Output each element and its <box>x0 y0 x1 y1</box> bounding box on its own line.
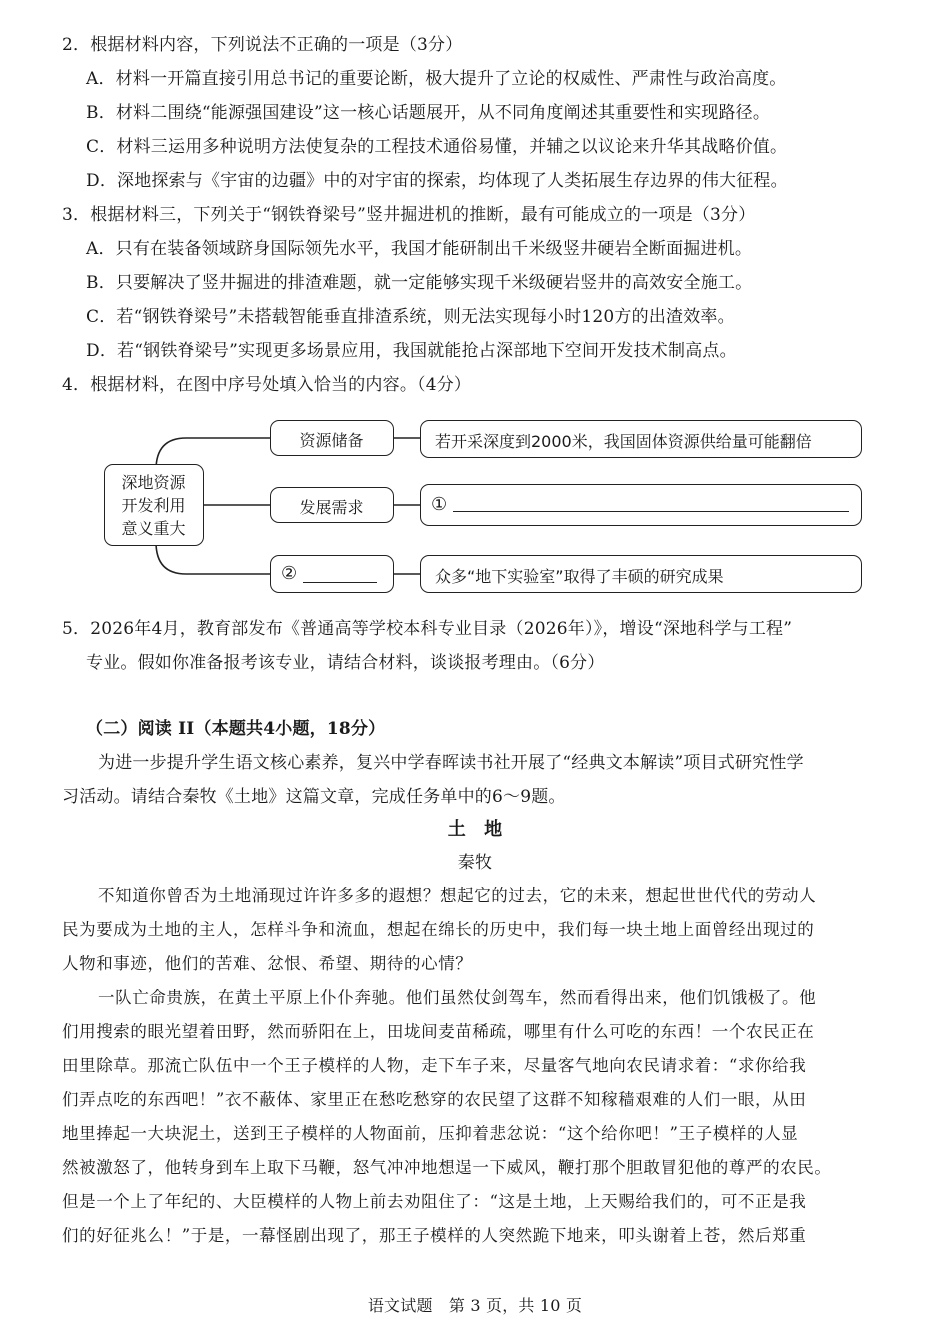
section-intro-1: 为进一步提升学生语文核心素养，复兴中学春晖读书社开展了“经典文本解读”项目式研究性学 <box>98 753 804 773</box>
center-line-3: 意义重大 <box>121 519 186 538</box>
article-line: 民为要成为土地的主人，怎样斗争和流血，想起在绵长的历史中，我们每一块土地上面曾经出现过的 <box>62 920 815 939</box>
blank-2-line[interactable] <box>303 582 377 583</box>
row3-content-box <box>420 555 862 593</box>
q4-stem: 4．根据材料，在图中序号处填入恰当的内容。（4分） <box>62 375 472 395</box>
page-footer: 语文试题 第 3 页，共 10 页 <box>367 1296 583 1315</box>
row3-content: 众多“地下实验室”取得了丰硕的研究成果 <box>435 567 724 586</box>
connector-bottom <box>156 542 270 574</box>
article-title: 土 地 <box>447 819 503 840</box>
center-line-2: 开发利用 <box>121 496 186 515</box>
article-line: 们的好征兆么！”于是，一幕怪剧出现了，那王子模样的人突然跪下地来，叩头谢着上苍，然后郑重 <box>62 1226 807 1245</box>
q2-stem: 2．根据材料内容，下列说法不正确的一项是（3分） <box>62 35 463 55</box>
article-line: 们弄点吃的东西吧！”衣不蔽体、家里正在愁吃愁穿的农民望了这群不知稼穑艰难的人们一眼，从田 <box>62 1090 807 1109</box>
center-line-1: 深地资源 <box>121 473 186 492</box>
article-line: 地里捧起一大块泥土，送到王子模样的人物面前，压抑着悲忿说：“这个给你吧！”王子模样的人显 <box>62 1124 799 1143</box>
row2-label: 发展需求 <box>299 498 364 517</box>
q3-option-b: B．只要解决了竖井掘进的排渣难题，就一定能够实现千米级硬岩竖井的高效安全施工。 <box>86 273 753 293</box>
q3-option-d: D．若“钢铁脊梁号”实现更多场景应用，我国就能抢占深部地下空间开发技术制高点。 <box>86 341 737 361</box>
row2-content-box[interactable] <box>420 484 862 526</box>
q3-stem: 3．根据材料三，下列关于“钢铁脊梁号”竖井掘进机的推断，最有可能成立的一项是（3分） <box>62 205 756 225</box>
section-heading: （二）阅读 II（本题共4小题，18分） <box>86 719 386 739</box>
q2-option-b: B．材料二围绕“能源强国建设”这一核心话题展开，从不同角度阐述其重要性和实现路径。 <box>86 103 771 123</box>
row2-label-box <box>270 487 394 523</box>
row1-label-box <box>270 420 394 456</box>
article-line: 们用搜索的眼光望着田野，然而骄阳在上，田垅间麦苗稀疏，哪里有什么可吃的东西！一个农民正在 <box>62 1022 815 1041</box>
q5-line-1: 5．2026年4月，教育部发布《普通高等学校本科专业目录（2026年）》，增设“深地科学与工程” <box>62 619 793 639</box>
q4-diagram <box>100 412 870 602</box>
q2-option-d: D．深地探索与《宇宙的边疆》中的对宇宙的探索，均体现了人类拓展生存边界的伟大征程。 <box>86 171 788 191</box>
row1-content: 若开采深度到2000米，我国固体资源供给量可能翻倍 <box>435 432 812 451</box>
center-box <box>104 464 204 546</box>
row1-label: 资源储备 <box>299 431 364 450</box>
blank-1-marker: ① <box>431 494 448 515</box>
section-intro-2: 习活动。请结合秦牧《土地》这篇文章，完成任务单中的6～9题。 <box>62 787 566 807</box>
article-line: 田里除草。那流亡队伍中一个王子模样的人物，走下车子来，尽量客气地向农民请求着：“求你给我 <box>62 1056 807 1075</box>
article-line: 不知道你曾否为土地涌现过许许多多的遐想？想起它的过去，它的未来，想起世世代代的劳动人 <box>98 886 817 905</box>
q2-option-c: C．材料三运用多种说明方法使复杂的工程技术通俗易懂，并辅之以议论来升华其战略价值。 <box>86 137 788 157</box>
article-line: 但是一个上了年纪的、大臣模样的人物上前去劝阻住了：“这是土地，上天赐给我们的，可不正是我 <box>62 1192 807 1211</box>
row1-content-box <box>420 420 862 458</box>
q3-option-c: C．若“钢铁脊梁号”未搭载智能垂直排渣系统，则无法实现每小时120方的出渣效率。 <box>86 307 735 327</box>
blank-1-line[interactable] <box>453 511 849 512</box>
q3-option-a: A．只有在装备领域跻身国际领先水平，我国才能研制出千米级竖井硬岩全断面掘进机。 <box>86 239 753 259</box>
article-line: 人物和事迹，他们的苦难、忿恨、希望、期待的心情？ <box>62 954 473 973</box>
article-line: 然被激怒了，他转身到车上取下马鞭，怒气冲冲地想逞一下威风，鞭打那个胆敢冒犯他的尊严的农民。 <box>62 1158 832 1177</box>
q5-line-2: 专业。假如你准备报考该专业，请结合材料，谈谈报考理由。（6分） <box>86 653 605 673</box>
row3-label-box[interactable] <box>270 555 394 593</box>
blank-2-marker: ② <box>281 563 298 584</box>
q2-option-a: A．材料一开篇直接引用总书记的重要论断，极大提升了立论的权威性、严肃性与政治高度。 <box>86 69 787 89</box>
article-author: 秦牧 <box>457 853 493 873</box>
article-line: 一队亡命贵族，在黄土平原上仆仆奔驰。他们虽然仗剑驾车，然而看得出来，他们饥饿极了。他 <box>98 988 817 1007</box>
